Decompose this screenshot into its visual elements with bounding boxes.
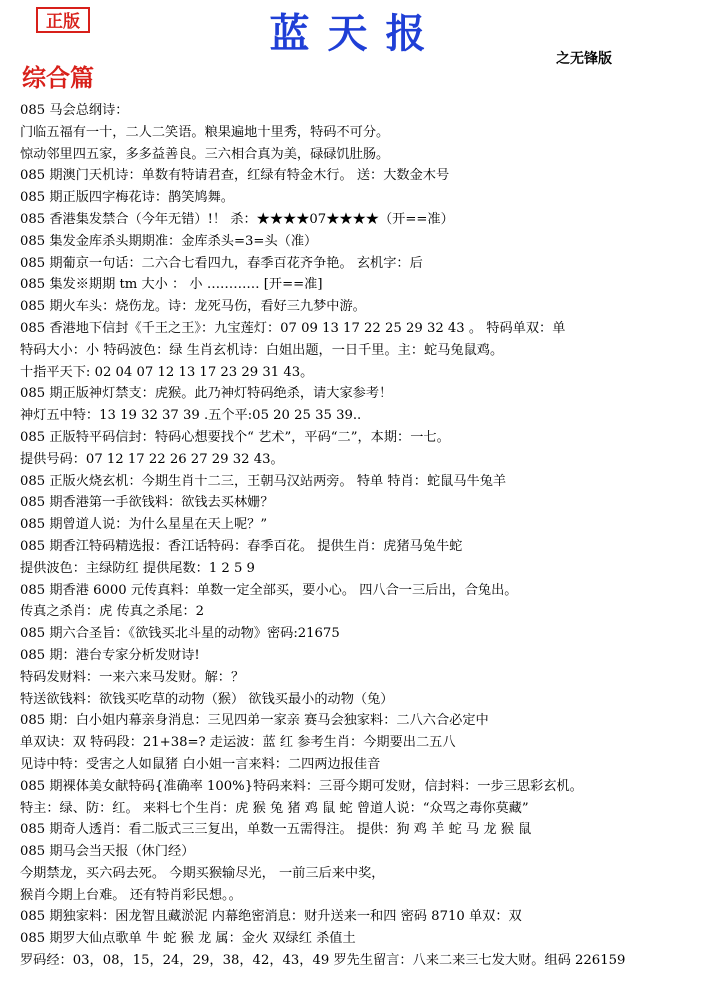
text-line: 085 期火车头：烧伤龙。诗：龙死马伤，看好三九梦中游。 <box>20 299 366 315</box>
text-line: 特码大小：小 特码波色：绿 生肖玄机诗：白姐出题，一日千里。主：蛇马兔鼠鸡。 <box>20 342 504 358</box>
text-line: 提供号码：07 12 17 22 26 27 29 32 43。 <box>20 451 284 467</box>
text-line: 085 期香港第一手欲钱料：欲钱去买林姗？ <box>20 495 274 511</box>
text-line: 特码发财料：一来六来马发财。解：？ <box>20 669 245 685</box>
text-line: 十指平天下: 02 04 07 12 13 17 23 29 31 43。 <box>20 364 314 380</box>
text-line: 特送欲钱料：欲钱买吃草的动物（猴） 欲钱买最小的动物（兔） <box>20 691 394 707</box>
text-line: 门临五福有一十，二人二笑语。粮果遍地十里秀，特码不可分。 <box>20 124 390 140</box>
text-line: 085 香港集发禁合（今年无错）!！ 杀：★★★★07★★★★（开==准） <box>20 211 454 227</box>
text-line: 085 期正版神灯禁支：虎猴。此乃神灯特码绝杀，请大家参考！ <box>20 386 393 402</box>
article-lines <box>20 100 700 972</box>
text-line: 085 期：白小姐内幕亲身消息：三见四弟一家亲 赛马会独家料：二八六合必定中 <box>20 713 489 729</box>
text-line: 085 期正版四字梅花诗：鹊笑鸠舞。 <box>20 190 234 206</box>
text-line: 085 期裸体美女献特码{准确率 100%}特码来料：三哥今期可发财，信封料：一步三思彩玄机。 <box>20 778 583 794</box>
text-line: 085 马会总纲诗： <box>20 103 129 118</box>
edition-label: 之无锋版 <box>556 51 612 67</box>
text-line: 085 期香港 6000 元传真料：单数一定全部买，要小心。 四八合一三后出，合兔出。 <box>20 582 518 598</box>
text-line: 惊动邻里四五家，多多益善良。三六相合真为美，碌碌饥肚肠。 <box>20 146 390 162</box>
text-line: 085 正版特平码信封：特码心想要找个“ 艺术”，平码“二”，本期：一七。 <box>20 429 450 445</box>
text-line: 085 集发※期期 tm 大小 ： 小 ………… [开==准] <box>20 277 323 293</box>
newspaper-title: 蓝天报 <box>269 11 444 57</box>
text-line: 085 期马会当天报（休门经） <box>20 844 195 860</box>
text-line: 085 香港地下信封《千王之王》：九宝莲灯：07 09 13 17 22 25 29 32 43 。 特码单双：单 <box>20 320 566 336</box>
text-line: 085 期曾道人说：为什么星星在天上呢？” <box>20 517 268 533</box>
text-line: 今期禁龙，买六码去死。 今期买猴输尽光， 一前三后来中奖， <box>20 865 385 881</box>
text-line: 特主：绿、防：红。 来料七个生肖：虎 猴 兔 猪 鸡 鼠 蛇 曾道人说：“众骂之毒你莫藏” <box>20 800 529 816</box>
text-line: 见诗中特：受害之人如鼠猪 白小姐一言来料：二四两边报佳音 <box>20 756 381 772</box>
text-line: 传真之杀肖：虎 传真之杀尾：2 <box>20 604 205 620</box>
text-line: 085 集发金库杀头期期准：金库杀头=3=头（准） <box>20 233 318 249</box>
text-line: 085 期葡京一句话：二六合七看四九，春季百花齐争艳。 玄机字：后 <box>20 255 423 271</box>
text-line: 085 期香江特码精选报：香江话特码：春季百花。 提供生肖：虎猪马兔牛蛇 <box>20 538 463 554</box>
text-line: 085 正版火烧玄机：今期生肖十二三，王朝马汉站两旁。 特单 特肖：蛇鼠马牛兔羊 <box>20 473 507 489</box>
genuine-edition-badge: 正版 <box>36 7 90 33</box>
text-line: 085 期奇人透肖：看二版式三三复出，单数一五需得注。 提供：狗 鸡 羊 蛇 马 龙 猴 鼠 <box>20 822 532 838</box>
text-line: 085 期独家料：困龙智且藏淤泥 内幕绝密消息：财升送来一和四 密码 8710 单双：双 <box>20 909 522 925</box>
text-line: 085 期：港台专家分析发财诗! <box>20 647 200 663</box>
text-line: 085 期六合圣旨：《欲钱买北斗星的动物》密码:21675 <box>20 626 340 642</box>
text-line: 提供波色：主绿防红 提供尾数：1 2 5 9 <box>20 560 255 576</box>
text-line: 猴肖今期上台难。 还有特肖彩民想。。 <box>20 887 242 903</box>
text-line: 神灯五中特：13 19 32 37 39 .五个平:05 20 25 35 39.. <box>20 408 362 424</box>
text-line: 单双诀：双 特码段：21+38=? 走运波：蓝 红 参考生肖：今期要出二五八 <box>20 735 456 751</box>
text-line: 罗码经：03，08，15，24，29，38，42，43，49 罗先生留言：八来二来三七发大财。组码 226159 <box>20 953 626 969</box>
text-line: 085 期澳门天机诗：单数有特请君查，红绿有特金木行。 送：大数金木号 <box>20 168 450 184</box>
section-heading: 综合篇 <box>22 63 94 92</box>
text-line: 085 期罗大仙点歌单 牛 蛇 猴 龙 属：金火 双绿红 杀值土 <box>20 931 356 947</box>
